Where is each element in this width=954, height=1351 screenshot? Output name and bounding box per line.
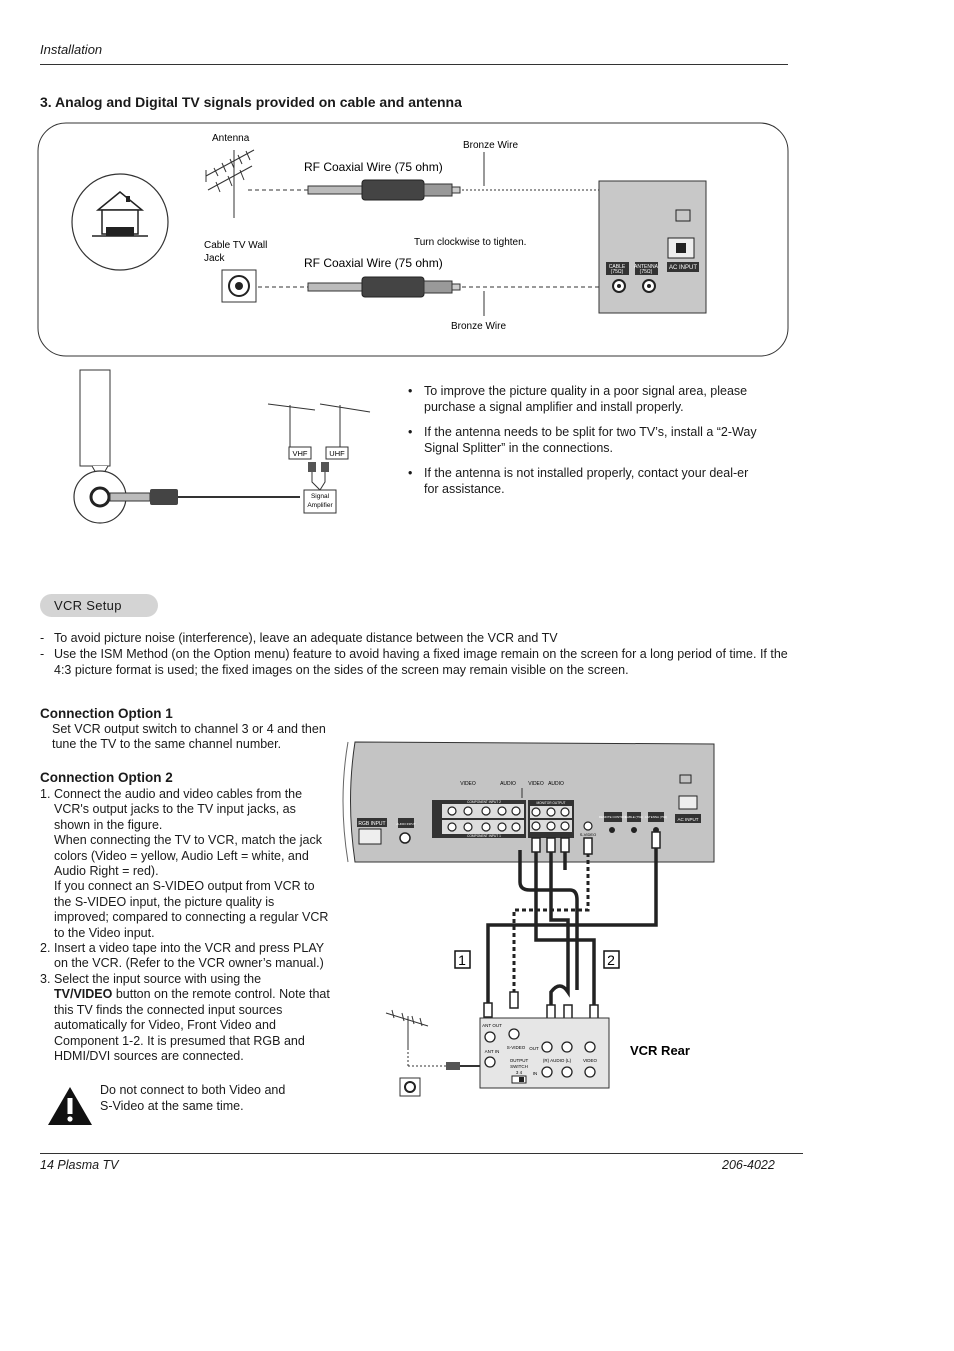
step-number: 1. [40, 787, 51, 801]
cable-jack-label-1: Cable TV Wall [204, 240, 268, 251]
vcr-out-label: OUT [529, 1046, 539, 1051]
step-1-text-b: When connecting the TV to VCR, match the jack colors (Video = yellow, Audio Left = white, and Audio Right = red). [54, 833, 322, 879]
tv-monitor-output-label: MONITOR OUTPUT [536, 801, 566, 805]
vcr-video-label: VIDEO [582, 1058, 598, 1063]
tv-video2-label: VIDEO [528, 781, 544, 787]
section-header: Installation [40, 42, 103, 57]
tv-component-1-label: COMPONENT INPUT 1 [467, 834, 501, 838]
tv-audio-input-label: AUDIO INPUT [396, 822, 416, 826]
vcr-svideo-label: S-VIDEO [506, 1045, 526, 1050]
step-number: 3. [40, 971, 51, 986]
panel-antenna-label: ANTENNA [634, 264, 658, 270]
panel-cable-label: CABLE [608, 264, 626, 270]
vcr-rear-label: VCR Rear [630, 1043, 690, 1058]
panel-antenna-ohm: (75Ω) [639, 269, 653, 275]
amplifier-label-1: Signal [310, 493, 330, 500]
step-3-text-a: Select the input source with using the [54, 971, 262, 986]
step-1-text-a: Connect the audio and video cables from the VCR's output jacks to the TV input jacks, as shown in the figure. [54, 787, 303, 832]
vcr-output-switch-label-1: OUTPUT [509, 1058, 529, 1063]
tv-video-button-name: TV/VIDEO [54, 987, 113, 1002]
vcr-setup-heading-text: VCR Setup [54, 598, 122, 613]
tv-cable-label: CABLE (75Ω) [624, 815, 644, 819]
tv-ac-input-label: AC INPUT [677, 817, 699, 822]
rf-wire-top-label: RF Coaxial Wire (75 ohm) [304, 160, 443, 174]
vcr-channel-label: 3 4 [515, 1070, 523, 1075]
marker-1: 1 [458, 952, 466, 968]
vcr-ant-out-label: ANT OUT [482, 1023, 502, 1028]
bronze-wire-bottom-label: Bronze Wire [451, 321, 507, 332]
bronze-wire-top-label: Bronze Wire [463, 140, 519, 151]
section-3-title: 3. Analog and Digital TV signals provided on cable and antenna [40, 94, 462, 110]
tip-item: • If the antenna needs to be split for two TV’s, install a “2-Way Signal Splitter” in the connections. [408, 424, 758, 456]
panel-ac-label: AC INPUT [668, 265, 698, 271]
tv-antenna-label: ANTENNA (75Ω) [644, 815, 668, 819]
footer-rule [40, 1153, 803, 1154]
vcr-note: - To avoid picture noise (interference), leave an adequate distance between the VCR and TV [40, 630, 800, 646]
vcr-in-label: IN [532, 1071, 538, 1076]
antenna-label: Antenna [212, 133, 250, 144]
warning-text-2: S-Video at the same time. [100, 1099, 244, 1113]
tv-remote-label: REMOTE CONTROL [598, 815, 628, 819]
uhf-label: UHF [329, 449, 345, 458]
tv-component-2-label: COMPONENT INPUT 2 [467, 800, 501, 804]
tv-video-label: VIDEO [460, 781, 476, 787]
tv-audio-label: AUDIO [500, 781, 516, 787]
cable-jack-label-2: Jack [204, 253, 225, 264]
tip-item: • If the antenna is not installed properly, contact your deal-er for assistance. [408, 465, 758, 497]
footer-page-label: 14 Plasma TV [40, 1158, 119, 1172]
connection-option-1-title: Connection Option 1 [40, 706, 173, 721]
footer-doc-number: 206-4022 [722, 1158, 775, 1172]
tip-item: • To improve the picture quality in a poor signal area, please purchase a signal amplifier and install properly. [408, 383, 758, 415]
marker-2: 2 [607, 952, 615, 968]
connection-option-2-title: Connection Option 2 [40, 770, 173, 785]
vcr-ant-in-label: ANT IN [484, 1049, 500, 1054]
amplifier-label-2: Amplifier [307, 502, 333, 509]
vcr-antenna-icon [386, 1010, 428, 1048]
vhf-label: VHF [292, 449, 308, 458]
rf-wire-bottom-label: RF Coaxial Wire (75 ohm) [304, 256, 443, 270]
vcr-note: - Use the ISM Method (on the Option menu) feature to avoid having a fixed image remain on the screen for a long period of time. If the 4:3 picture format is used; the fixed images on the sides of the screen may remain visible on the screen. [40, 646, 800, 678]
panel-cable-ohm: (75Ω) [610, 269, 624, 275]
vcr-audio-label: (R) AUDIO (L) [542, 1058, 572, 1063]
step-2-text: Insert a video tape into the VCR and press PLAY on the VCR. (Refer to the VCR owner’s manual.) [54, 941, 324, 971]
step-number: 2. [40, 941, 51, 956]
step-3-text-b: button on the remote control. Note that this TV finds the connected input sources automatically for Video, Front Video and Component 1-2. It is presumed that RGB and HDMI/DVI sources are connected. [54, 987, 330, 1063]
warning-text-1: Do not connect to both Video and [100, 1083, 286, 1097]
vcr-output-switch-label-2: SWITCH [510, 1064, 528, 1069]
tv-svideo-label: S-VIDEO [579, 832, 597, 837]
tv-audio2-label: AUDIO [548, 781, 564, 787]
tv-rgb-input-label: RGB INPUT [358, 821, 386, 827]
turn-clockwise-label: Turn clockwise to tighten. [414, 237, 527, 248]
step-1-text-c: If you connect an S-VIDEO output from VCR to the S-VIDEO input, the picture quality is improved; compared to connecting a regular VCR to the Video input. [54, 879, 329, 940]
connection-option-1-text: Set VCR output switch to channel 3 or 4 and then tune the TV to the same channel number. [52, 722, 326, 752]
